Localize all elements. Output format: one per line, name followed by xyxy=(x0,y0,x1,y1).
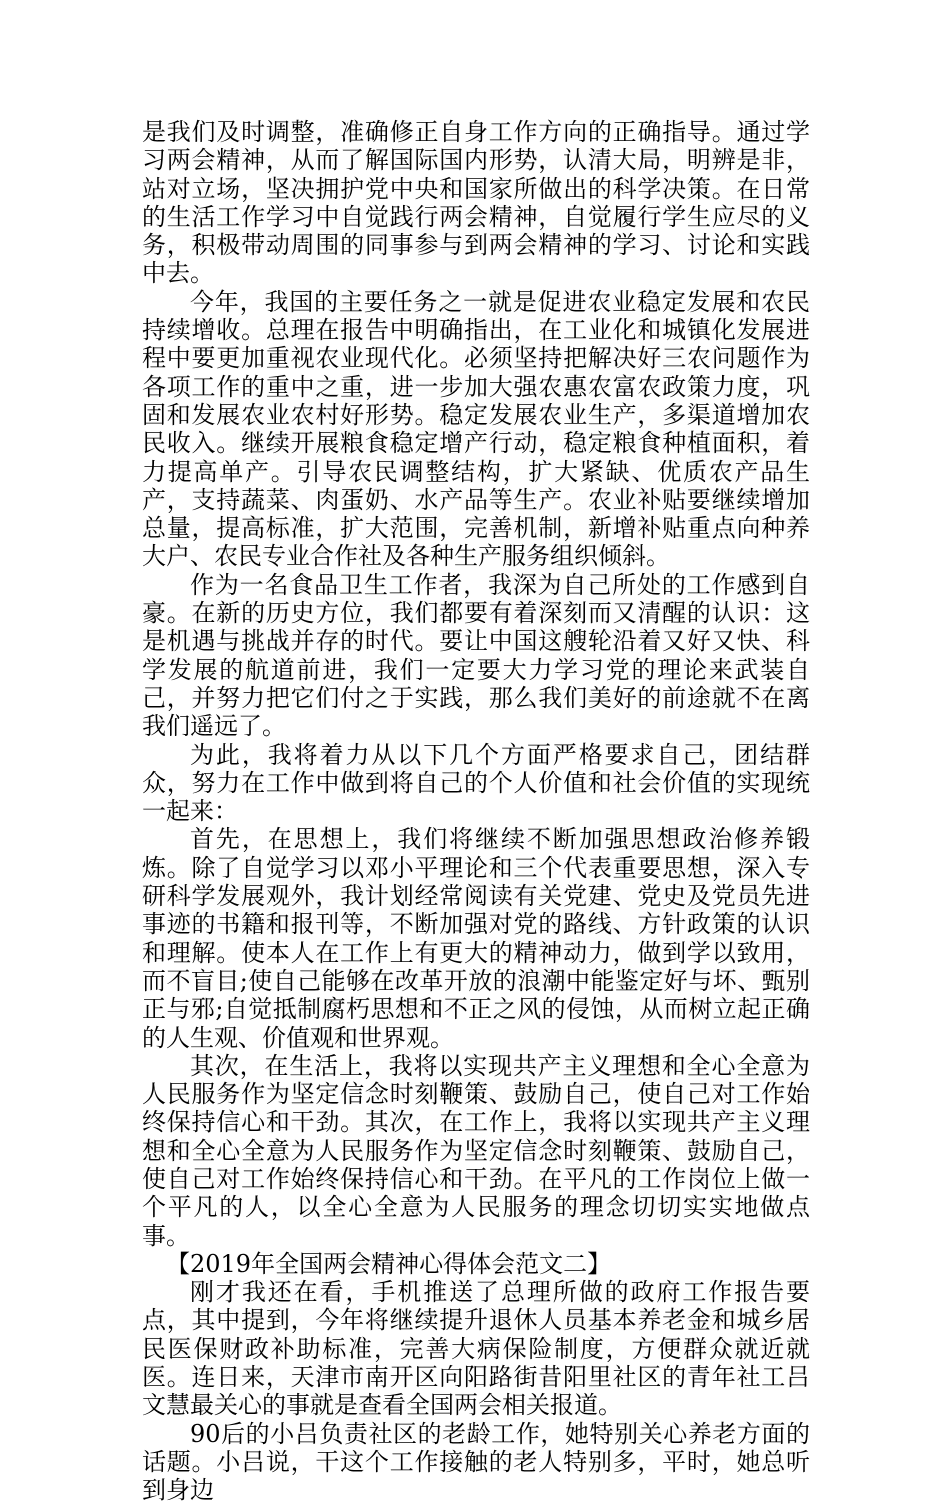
paragraph-4: 为此，我将着力从以下几个方面严格要求自己，团结群众，努力在工作中做到将自己的个人价值和社会价值的实现统一起来： xyxy=(142,740,810,826)
document-page xyxy=(142,118,810,1505)
paragraph-6: 其次，在生活上，我将以实现共产主义理想和全心全意为人民服务作为坚定信念时刻鞭策、鼓励自己，使自己对工作始终保持信心和干劲。其次，在工作上，我将以实现共产主义理想和全心全意为人民服务作为坚定信念时刻鞭策、鼓励自己，使自己对工作始终保持信心和干劲。在平凡的工作岗位上做一个平凡的人，以全心全意为人民服务的理念切切实实地做点事。 xyxy=(142,1051,810,1250)
paragraph-8: 90后的小吕负责社区的老龄工作，她特别关心养老方面的话题。小吕说，干这个工作接触的老人特别多，平时，她总听到身边 xyxy=(142,1419,810,1505)
paragraph-2: 今年，我国的主要任务之一就是促进农业稳定发展和农民持续增收。总理在报告中明确指出，在工业化和城镇化发展进程中要更加重视农业现代化。必须坚持把解决好三农问题作为各项工作的重中之重，进一步加大强农惠农富农政策力度，巩固和发展农业农村好形势。稳定发展农业生产，多渠道增加农民收入。继续开展粮食稳定增产行动，稳定粮食种植面积，着力提高单产。引导农民调整结构，扩大紧缺、优质农产品生产，支持蔬菜、肉蛋奶、水产品等生产。农业补贴要继续增加总量，提高标准，扩大范围，完善机制，新增补贴重点向种养大户、农民专业合作社及各种生产服务组织倾斜。 xyxy=(142,287,810,571)
paragraph-1: 是我们及时调整，准确修正自身工作方向的正确指导。通过学习两会精神，从而了解国际国内形势，认清大局，明辨是非，站对立场，坚决拥护党中央和国家所做出的科学决策。在日常的生活工作学习中自觉践行两会精神，自觉履行学生应尽的义务，积极带动周围的同事参与到两会精神的学习、讨论和实践中去。 xyxy=(142,118,810,288)
paragraph-7: 刚才我还在看，手机推送了总理所做的政府工作报告要点，其中提到，今年将继续提升退休人员基本养老金和城乡居民医保财政补助标准，完善大病保险制度，方便群众就近就医。连日来，天津市南开区向阳路街昔阳里社区的青年社工吕文慧最关心的事就是查看全国两会相关报道。 xyxy=(142,1278,810,1420)
paragraph-5: 首先，在思想上，我们将继续不断加强思想政治修养锻炼。除了自觉学习以邓小平理论和三个代表重要思想，深入专研科学发展观外，我计划经常阅读有关党建、党史及党员先进事迹的书籍和报刊等，不断加强对党的路线、方针政策的认识和理解。使本人在工作上有更大的精神动力，做到学以致用，而不盲目;使自己能够在改革开放的浪潮中能鉴定好与坏、甄别正与邪;自觉抵制腐朽思想和不正之风的侵蚀，从而树立起正确的人生观、价值观和世界观。 xyxy=(142,825,810,1052)
section-heading: 【2019年全国两会精神心得体会范文二】 xyxy=(166,1249,612,1278)
paragraph-3: 作为一名食品卫生工作者，我深为自己所处的工作感到自豪。在新的历史方位，我们都要有着深刻而又清醒的认识：这是机遇与挑战并存的时代。要让中国这艘轮沿着又好又快、科学发展的航道前进，我们一定要大力学习党的理论来武装自己，并努力把它们付之于实践，那么我们美好的前途就不在离我们遥远了。 xyxy=(142,570,810,741)
